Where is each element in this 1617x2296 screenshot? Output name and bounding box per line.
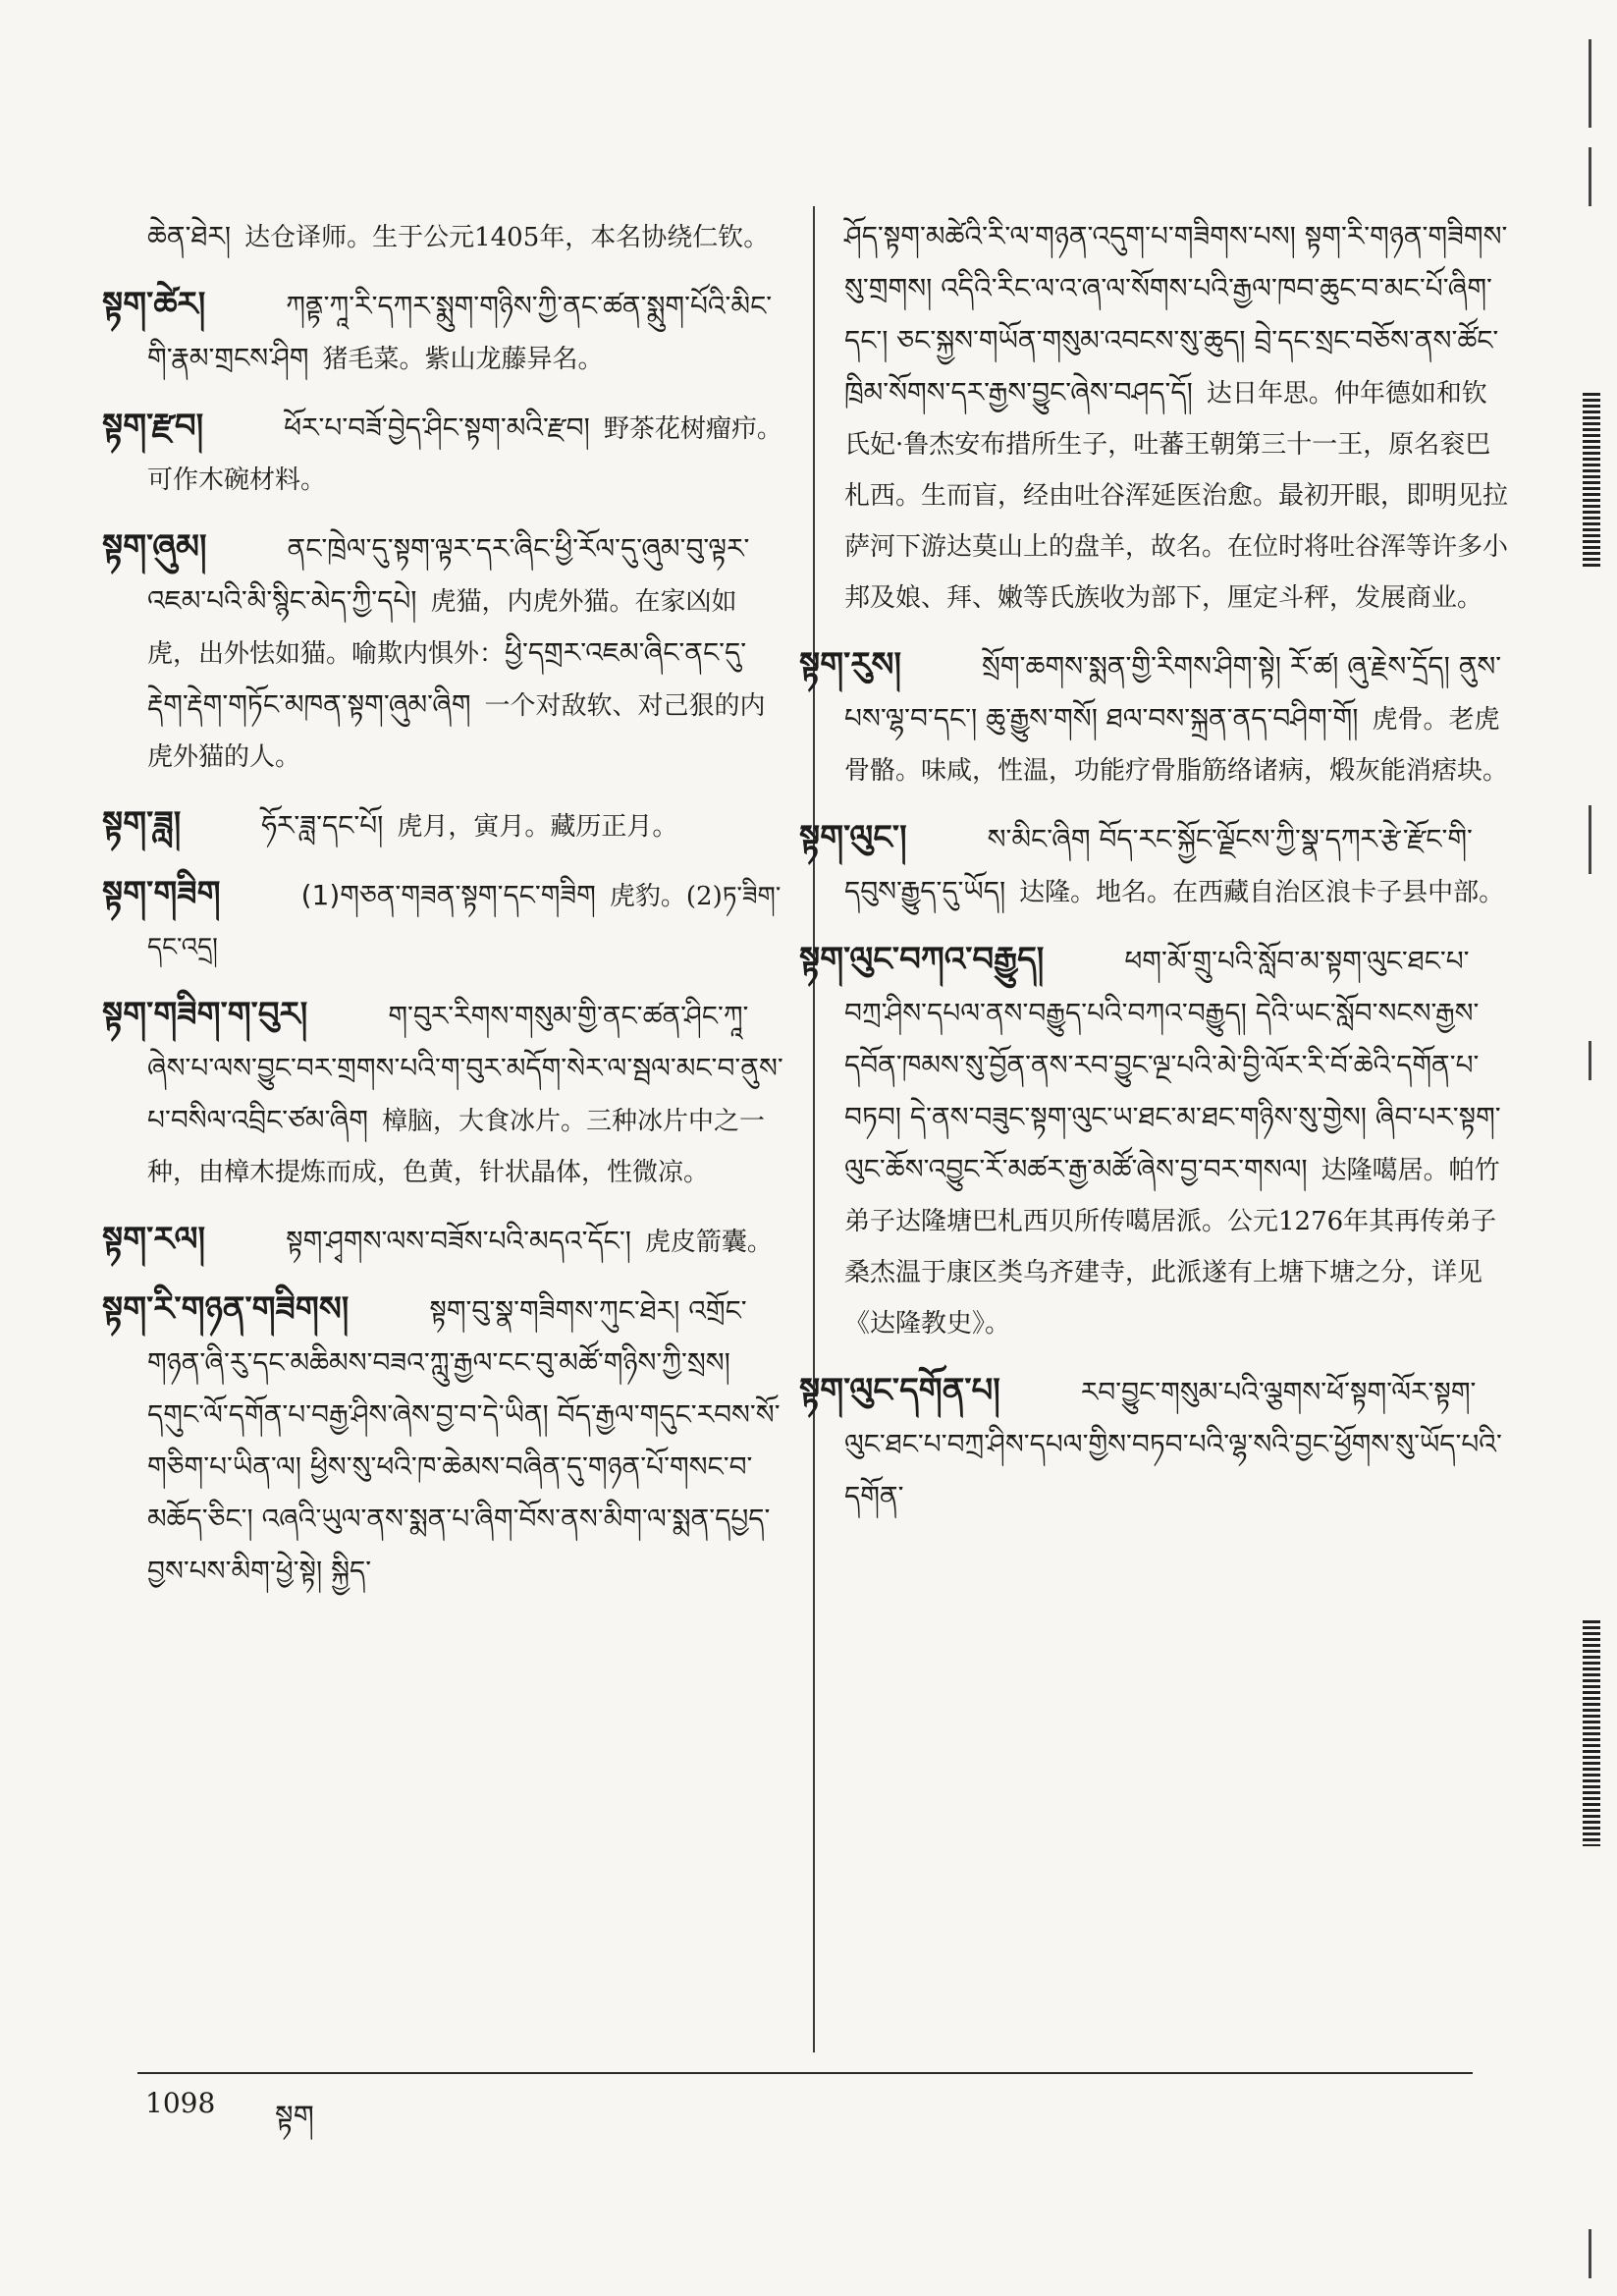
page-number: 1098 (145, 2087, 216, 2119)
left-column (102, 211, 785, 1613)
entry-tibetan-example: ཕྱི་དགྲར་འཇམ་ཞིང་ནང་དུ་རྡེག་རྡེག་གཏོང་མཁན་སྟག་ཞུམ་ཞིག (147, 636, 747, 721)
footer-rule (137, 2072, 1473, 2074)
entry-headword: སྟག་ལུང་བཀའ་བརྒྱུད། (799, 940, 1045, 979)
entry-tibetan-definition: ཆེན་ཐེར། (147, 220, 232, 252)
entry-tibetan-definition: ཤོད་སྟག་མཚེའི་རི་ལ་གཉན་འདུག་པ་གཟིགས་པས། སྟག་རི་གཉན་གཟིགས་སུ་གྲགས། འདིའི་རིང་ལ་འ་ཞ་ལ་སོགས་པའི་རྒྱལ་ཁབ་ཆུང་བ་མང་པོ་ཞིག་དང་། ཅང་སྐྱས་གཡོན་གསུམ་འབངས་སུ་ཆུད། བྲེ་དང་སྲང་བཅོས་ནས་ཚོང་ཁྲིམ་སོགས་དར་རྒྱས་བྱུང་ཞེས་བཤད་དོ། (844, 220, 1508, 409)
entry-headword: སྟག་རི་གཉན་གཟིགས། (102, 1289, 350, 1329)
dictionary-entry (102, 1284, 785, 1598)
entry-headword: སྟག་གཟིག་ག་བུར། (102, 995, 308, 1034)
entry-chinese-example-gloss: 一个对敌软、对己狠的内虎外猫的人。 (147, 691, 766, 772)
entry-chinese-gloss: 虎月，寅月。藏历正月。 (397, 812, 678, 842)
dictionary-entry (102, 798, 785, 852)
dictionary-entry (102, 279, 785, 385)
scan-edge-marks (1581, 0, 1610, 2296)
entry-chinese-gloss: 野茶花树瘤疖。可作木碗材料。 (147, 414, 782, 495)
entry-tibetan-definition: ཕག་མོ་གྲུ་པའི་སློབ་མ་སྟག་ལུང་ཐང་པ་བཀྲ་ཤིས་དཔལ་ནས་བརྒྱུད་པའི་བཀའ་བརྒྱུད། དེའི་ཡང་སློབ་སངས་རྒྱས་དབོན་ཁམས་སུ་བྱོན་ནས་རབ་བྱུང་ལྔ་པའི་མེ་བྱི་ལོར་རི་བོ་ཆེའི་དགོན་པ་བཏབ། དེ་ནས་བཟུང་སྟག་ལུང་ཡ་ཐང་མ་ཐང་གཉིས་སུ་གྱེས། ཞིབ་པར་སྟག་ལུང་ཆོས་འབྱུང་རོ་མཚར་རྒྱ་མཚོ་ཞེས་བྱ་བར་གསལ། (844, 945, 1501, 1185)
dictionary-entry (102, 521, 785, 783)
entry-headword: སྟག་རྫབ། (102, 407, 204, 446)
entry-chinese-gloss: 达日年思。仲年德如和钦氏妃·鲁杰安布措所生子，吐蕃王朝第三十一王，原名衮巴札西。生而盲，经由吐谷浑延医治愈。最初开眼，即明见拉萨河下游达莫山上的盘羊，故名。在位时将吐谷浑等许多小邦及娘、拜、嫩等氏族收为部下，厘定斗秤，发展商业。 (844, 379, 1509, 613)
entry-chinese-gloss: 虎皮箭囊。 (644, 1228, 773, 1257)
dictionary-entry (147, 211, 785, 263)
entry-chinese-gloss: 虎豹。(2)ཏ་ཟིག་དང་འདྲ། (147, 882, 782, 962)
entry-chinese-gloss: 达仓译师。生于公元1405年，本名协绕仁钦。 (244, 223, 770, 252)
entry-headword: སྟག་ཚེར། (102, 285, 206, 324)
entry-tibetan-definition: སྟག་ཤྭགས་ལས་བཟོས་པའི་མདའ་དོང་། (286, 1225, 631, 1257)
entry-chinese-gloss: 虎猫，内虎外猫。在家凶如虎，出外怯如猫。喻欺内惧外： (147, 587, 737, 669)
entry-tibetan-definition: རབ་བྱུང་གསུམ་པའི་ལྕགས་ཕོ་སྟག་ལོར་སྟག་ལུང་ཐང་པ་བཀྲ་ཤིས་དཔལ་གྱིས་བཏབ་པའི་ལྷ་སའི་བྱང་ཕྱོགས་སུ་ཡོད་པའི་དགོན་ (844, 1376, 1502, 1512)
dictionary-entry (102, 989, 785, 1198)
entry-headword: སྟག་ལུང་། (799, 818, 907, 857)
entry-headword: སྟག་གཟིག (102, 874, 221, 913)
dictionary-entry (799, 1365, 1512, 1523)
dictionary-entry (102, 1214, 785, 1268)
entry-tibetan-definition: ག་བུར་རིགས་གསུམ་གྱི་ནང་ཚན་ཤིང་ཀཱ་ཞེས་པ་ལས་བྱུང་བར་གྲགས་པའི་ག་བུར་མདོག་སེར་ལ་སྦལ་མང་བ་ནུས་པ་བསིལ་འབྲིང་ཙམ་ཞིག (147, 1000, 783, 1136)
entry-tibetan-definition: ཕོར་པ་བཟོ་བྱེད་ཤིང་སྟག་མའི་རྫབ། (284, 411, 590, 444)
dictionary-entry (102, 868, 785, 973)
entry-tibetan-definition: ཧོར་ཟླ་དང་པོ། (261, 809, 384, 842)
entry-headword: སྟག་ཞུམ། (102, 527, 207, 567)
entry-chinese-gloss: 达隆。地名。在西藏自治区浪卡子县中部。 (1019, 878, 1505, 907)
running-head: སྟག (275, 2100, 314, 2134)
entry-tibetan-definition: (1)གཅན་གཟན་སྟག་དང་གཟིག (300, 879, 596, 911)
dictionary-entry (799, 934, 1512, 1349)
entry-tibetan-definition: ས་མིང་ཞིག བོད་རང་སྐྱོང་ལྗོངས་ཀྱི་སྣ་དཀར་རྩེ་རྫོང་གི་དབུས་རྒྱུད་དུ་ཡོད། (844, 823, 1473, 907)
dictionary-entry (799, 812, 1512, 918)
entry-headword: སྟག་ལུང་དགོན་པ། (799, 1371, 1000, 1410)
entry-chinese-gloss: 达隆噶居。帕竹弟子达隆塘巴札西贝所传噶居派。公元1276年其再传弟子桑杰温于康区类乌齐建寺，此派遂有上塘下塘之分，详见《达隆教史》。 (844, 1156, 1500, 1339)
dictionary-entry (102, 401, 785, 506)
dictionary-entry (799, 639, 1512, 796)
entry-chinese-gloss: 猪毛菜。紫山龙藤异名。 (322, 345, 604, 374)
dictionary-entry (844, 211, 1512, 624)
entry-tibetan-definition: སྟག་བུ་སྣ་གཟིགས་ཀུང་ཐེར། འགྲོང་གཉན་ཞི་རུ་དང་མཆིམས་བཟའ་ཀླུ་རྒྱལ་ངང་བུ་མཚོ་གཉིས་ཀྱི་སྲས། དགུང་ལོ་དགོན་པ་བརྒྱ་ཤིས་ཞེས་བྱ་བ་དེ་ཡིན། བོད་རྒྱལ་གདུང་རབས་སོ་གཅིག་པ་ཡིན་ལ། ཕྱིས་སུ་ཕའི་ཁ་ཆེམས་བཞིན་དུ་གཉན་པོ་གསང་བ་མཆོད་ཅིང་། འཞའི་ཡུལ་ནས་སྨན་པ་ཞིག་བོས་ནས་མིག་ལ་སྨན་དཔྱད་བྱས་པས་མིག་ཕྱེ་སྟེ། སྐྱིད་ (147, 1294, 781, 1587)
entry-chinese-gloss: 樟脑，大食冰片。三种冰片中之一种，由樟木提炼而成，色黄，针状晶体，性微凉。 (147, 1107, 765, 1187)
entry-headword: སྟག་རུས། (799, 645, 902, 684)
right-column (799, 211, 1512, 1539)
entry-tibetan-definition: ནང་ཁྲེལ་དུ་སྟག་ལྟར་དར་ཞིང་ཕྱི་རོལ་དུ་ཞུམ་བུ་ལྟར་འཇམ་པའི་མི་སྙིང་མེད་ཀྱི་དཔེ། (147, 532, 750, 617)
entry-tibetan-definition: སྲོག་ཆགས་སྨན་གྱི་རིགས་ཤིག་སྟེ། རོ་ཚ། ཞུ་རྗེས་དྲོད། ནུས་པས་ལྷ་བ་དང་། ཆུ་རྒྱུས་གསོ། ཐལ་བས་སྐྲན་ནད་བཤིག་གོ། (844, 650, 1502, 735)
entry-chinese-gloss: 虎骨。老虎骨骼。味咸，性温，功能疗骨脂筋络诸病，煅灰能消痞块。 (844, 705, 1509, 786)
entry-tibetan-definition: ཀནྟ་ཀཱ་རི་དཀར་སྨུག་གཉིས་ཀྱི་ནང་ཚན་སྨུག་པོའི་མིང་གི་རྣམ་གྲངས་ཤིག (147, 290, 773, 374)
entry-headword: སྟག་རལ། (102, 1220, 206, 1259)
column-divider (813, 206, 815, 2052)
entry-headword: སྟག་ཟླ། (102, 804, 182, 844)
